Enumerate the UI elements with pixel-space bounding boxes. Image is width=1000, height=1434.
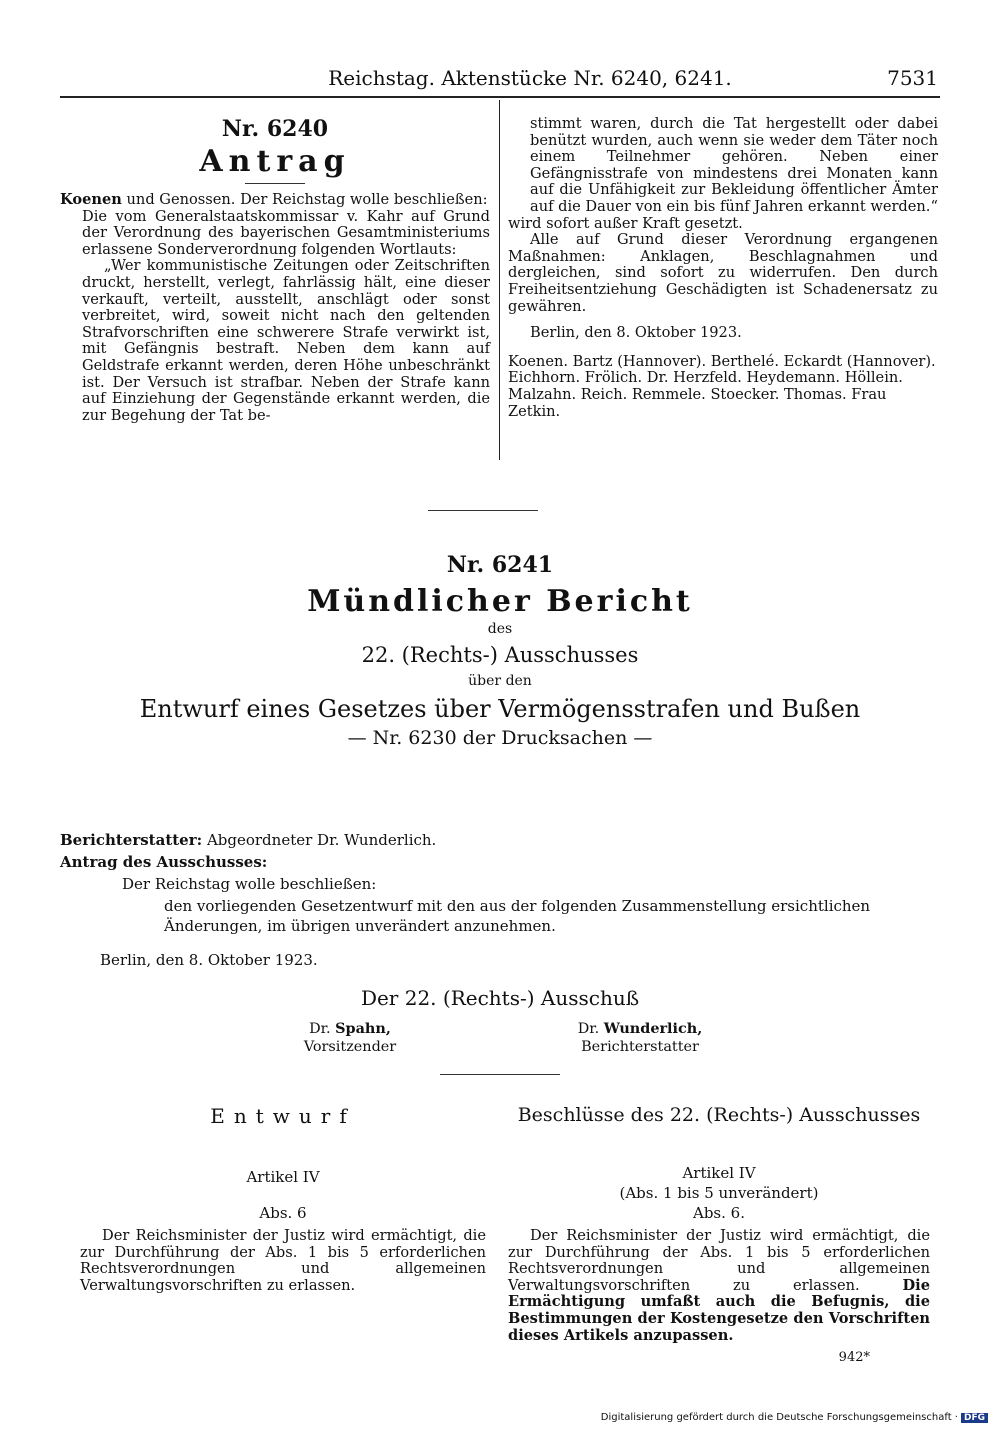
para-2: Alle auf Grund dieser Verordnung ergangenen Maßnahmen: Anklagen, Beschlagnahmen und dergleichen, sind sofort zu widerrufen. Den durch Freiheitsentziehung Geschädigten ist Schadenersatz zu gewähren.: [508, 231, 938, 315]
doc-6240-date: Berlin, den 8. Oktober 1923.: [530, 324, 742, 342]
section-divider: [440, 1074, 560, 1075]
beschluesse-heading: Beschlüsse des 22. (Rechts-) Ausschusses: [517, 1104, 921, 1126]
doc-6240-number: Nr. 6240: [221, 116, 329, 142]
chair-signature: [240, 1020, 460, 1056]
entwurf-text: Der Reichsminister der Justiz wird ermächtigt, die zur Durchführung der Abs. 1 bis 5 erforderlichen Rechtsverordnungen und allgemeinen Verwaltungsvorschriften zu erlassen.: [80, 1227, 486, 1294]
beschluesse-text: [508, 1228, 930, 1344]
ueber-label: über den: [468, 673, 532, 689]
drucksache-ref: — Nr. 6230 der Drucksachen —: [347, 727, 653, 749]
sheet-mark: 942*: [838, 1350, 870, 1366]
reporter-label: Berichterstatter:: [60, 831, 203, 849]
motion-line-1: Der Reichstag wolle beschließen:: [122, 875, 377, 893]
rep-name: Wunderlich,: [603, 1020, 703, 1037]
doc-6241-number: Nr. 6241: [446, 552, 554, 578]
running-header: [60, 62, 940, 98]
entwurf-abs: Abs. 6: [259, 1204, 307, 1222]
motion-label: Antrag des Ausschusses:: [60, 853, 268, 871]
committee-name: 22. (Rechts-) Ausschusses: [361, 643, 639, 667]
rep-prefix: Dr.: [577, 1021, 604, 1037]
signatory-line: Malzahn. Reich. Remmele. Stoecker. Thomas. Frau Zetkin.: [508, 385, 887, 420]
signatory-line: Eichhorn. Frölich. Dr. Herzfeld. Heydemann. Höllein.: [508, 369, 903, 387]
beschluesse-column: [508, 1104, 930, 1365]
rep-role: Berichterstatter: [581, 1039, 699, 1055]
doc-6241-date: Berlin, den 8. Oktober 1923.: [100, 951, 318, 969]
des-label: des: [487, 621, 513, 637]
para-1: Die vom Generalstaatskommissar v. Kahr auf Grund der Verordnung des bayerischen Gesamtministeriums erlassene Sonderverordnung folgenden Wortlauts:: [82, 207, 490, 258]
doc-6241-body: [60, 830, 940, 970]
beschluesse-unchanged: (Abs. 1 bis 5 unverändert): [619, 1184, 819, 1202]
bill-subject: Entwurf eines Gesetzes über Vermögensstrafen und Bußen: [139, 695, 861, 723]
doc-6240-right-column: [508, 116, 938, 420]
digitization-footer: [601, 1412, 988, 1423]
entwurf-column: [80, 1104, 486, 1294]
intro-rest: und Genossen. Der Reichstag wolle beschließen:: [121, 191, 488, 208]
entwurf-artikel: Artikel IV: [246, 1168, 320, 1186]
beschluesse-abs: Abs. 6.: [693, 1204, 745, 1222]
footer-text: Digitalisierung gefördert durch die Deutsche Forschungsgemeinschaft ·: [600, 1412, 958, 1423]
line-after-quote: wird sofort außer Kraft gesetzt.: [508, 214, 743, 232]
motion-line-2: den vorliegenden Gesetzentwurf mit den aus der folgenden Zusammenstellung ersichtlichen Änderungen, im übrigen unverändert anzunehmen.: [164, 897, 871, 935]
page-number: 7531: [887, 66, 938, 90]
committee-signature: Der 22. (Rechts-) Ausschuß: [360, 986, 640, 1010]
doc-6241-heading-block: [60, 552, 940, 749]
beschluesse-text-bold: Die Ermächtigung umfaßt auch die Befugnis, die Bestimmungen der Kostengesetze den Vorschriften dieses Artikels anzupassen.: [508, 1276, 930, 1344]
divider: [245, 183, 305, 184]
beschluesse-text-plain: Der Reichsminister der Justiz wird ermächtigt, die zur Durchführung der Abs. 1 bis 5 erforderlichen Rechtsverordnungen und allgemeinen Verwaltungsvorschriften zu erlassen.: [508, 1227, 930, 1294]
beschluesse-artikel: Artikel IV: [682, 1164, 756, 1182]
column-rule: [499, 100, 500, 460]
section-divider: [428, 510, 538, 511]
signatory-line: Koenen. Bartz (Hannover). Berthelé. Eckardt (Hannover).: [508, 352, 936, 370]
quote-left: „Wer kommunistische Zeitungen oder Zeitschriften druckt, herstellt, verlegt, fahrlässig hält, eine dieser verkauft, verteilt, ausstellt, anschlägt oder sonst verbreitet, wird, soweit nicht nach den geltenden Strafvorschriften eine schwerere Strafe verwirkt ist, mit Gefängnis bestraft. Neben dem kann auf Geldstrafe erkannt werden, deren Höhe unbeschränkt ist. Der Versuch ist strafbar. Neben der Strafe kann auf Einziehung der Gegenstände erkannt werden, die zur Begehung der Tat be-: [82, 257, 490, 424]
chair-prefix: Dr.: [309, 1021, 336, 1037]
quote-right: stimmt waren, durch die Tat hergestellt oder dabei benützt wurden, auch wenn sie weder dem Täter noch einem Teilnehmer gehören. Neben einer Gefängnisstrafe von mindestens drei Monaten kann auf die Unfähigkeit zur Bekleidung öffentlicher Ämter auf die Dauer von ein bis fünf Jahren erkannt werden.“: [530, 115, 938, 215]
header-title: Reichstag. Aktenstücke Nr. 6240, 6241.: [328, 66, 732, 90]
signatories: [508, 354, 938, 420]
chair-role: Vorsitzender: [303, 1039, 397, 1055]
doc-6241-heading: Mündlicher Bericht: [307, 584, 693, 619]
doc-6240-heading: Antrag: [199, 144, 351, 179]
reporter-name: Abgeordneter Dr. Wunderlich.: [202, 831, 437, 849]
chair-name: Spahn,: [335, 1020, 391, 1037]
intro-name: Koenen: [60, 191, 122, 208]
dfg-logo: DFG: [961, 1413, 988, 1423]
doc-6240-left-column: [60, 116, 490, 424]
doc-6240-body: [60, 192, 490, 424]
entwurf-heading: Entwurf: [210, 1104, 356, 1128]
reporter-signature: [530, 1020, 750, 1056]
